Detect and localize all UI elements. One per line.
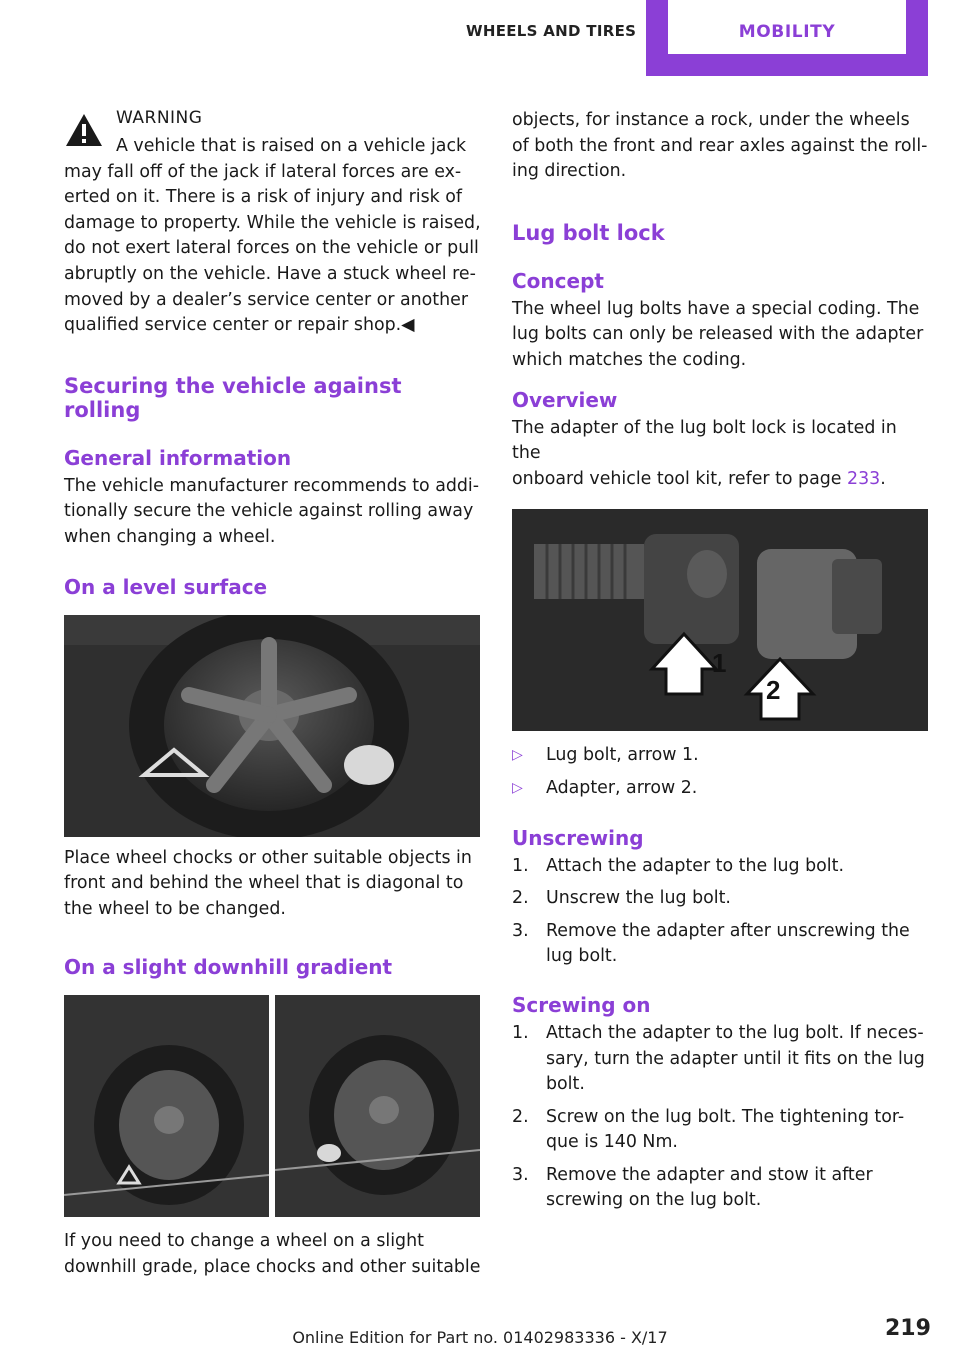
heading-overview: Overview (512, 387, 618, 412)
heading-general: General information (64, 445, 292, 470)
step-item (512, 1163, 930, 1214)
downhill-text: If you need to change a wheel on a slight downhill grade, place chocks and other suitable (64, 1231, 481, 1277)
step-number: 3. (512, 920, 529, 941)
concept-text: The wheel lug bolts have a special coding. The lug bolts can only be released with the adapter which matches the coding. (512, 298, 924, 370)
step-item (512, 886, 930, 912)
lug-bolt-adapter-photo (512, 509, 928, 731)
section-title: WHEELS AND TIRES (466, 22, 637, 40)
triangle-bullet-icon: ▷ (512, 779, 523, 796)
heading-lug-bolt-lock: Lug bolt lock (512, 220, 665, 245)
warning-text-first: A vehicle that is raised on a vehicle jack (116, 136, 467, 156)
overview-text-end: . (880, 468, 886, 489)
step-text: Attach the adapter to the lug bolt. If neces- sary, turn the adapter until it fits on the lug bolt. (546, 1022, 925, 1095)
list-item-text: Lug bolt, arrow 1. (546, 745, 699, 766)
wheel-chocks-level-photo (64, 615, 480, 837)
continued-text: objects, for instance a rock, under the wheels of both the front and rear axles against the roll- ing direction. (512, 110, 928, 182)
general-text: The vehicle manufacturer recommends to addi- tionally secure the vehicle against rolling away when changing a wheel. (64, 475, 480, 547)
unscrewing-steps (512, 854, 930, 970)
left-column (64, 108, 482, 1281)
wheel-chocks-downhill-photo (64, 995, 480, 1217)
step-item (512, 1021, 930, 1098)
warning-text: may fall off of the jack if lateral forces are ex- erted on it. There is a risk of injury and risk of damage to property. While the vehicle is raised, do not exert lateral forces on the vehicle or pull abruptly on the vehicle. Have a stuck wheel re- moved by a dealer’s service center or another qualified service center or repair shop.◀ (64, 161, 481, 336)
overview-text (512, 416, 930, 493)
heading-securing: Securing the vehicle against rolling (64, 373, 402, 422)
step-text: Remove the adapter and stow it after screwing on the lug bolt. (546, 1164, 873, 1211)
warning-icon (64, 112, 104, 148)
step-number: 3. (512, 1164, 529, 1185)
right-column (512, 108, 930, 1214)
list-item (512, 743, 930, 769)
arrow-label-2: 2 (766, 675, 781, 706)
step-number: 2. (512, 888, 529, 909)
heading-concept: Concept (512, 268, 604, 293)
chapter-tab[interactable] (646, 0, 928, 76)
level-text: Place wheel chocks or other suitable objects in front and behind the wheel that is diagonal to the wheel to be changed. (64, 847, 472, 919)
triangle-bullet-icon: ▷ (512, 747, 523, 764)
heading-level-surface: On a level surface (64, 574, 268, 599)
step-item (512, 1105, 930, 1156)
arrow-label-1: 1 (712, 648, 727, 679)
heading-screwing-on: Screwing on (512, 992, 651, 1017)
warning-title: WARNING (116, 108, 203, 128)
step-number: 1. (512, 1022, 529, 1043)
list-item-text: Adapter, arrow 2. (546, 777, 698, 798)
chapter-tab-label: MOBILITY (668, 0, 906, 54)
page-link[interactable]: 233 (847, 468, 881, 489)
step-text: Remove the adapter after unscrewing the lug bolt. (546, 920, 910, 967)
step-text: Attach the adapter to the lug bolt. (546, 855, 844, 876)
parts-list (512, 743, 930, 801)
step-item (512, 854, 930, 880)
step-number: 2. (512, 1106, 529, 1127)
page-number: 219 (885, 1316, 931, 1341)
warning-block (64, 108, 482, 339)
heading-downhill: On a slight downhill gradient (64, 955, 393, 980)
screwing-steps (512, 1021, 930, 1214)
edition-footer: Online Edition for Part no. 01402983336 - X/17 (292, 1328, 668, 1347)
step-number: 1. (512, 855, 529, 876)
step-text: Unscrew the lug bolt. (546, 888, 731, 909)
step-text: Screw on the lug bolt. The tightening tor- que is 140 Nm. (546, 1106, 905, 1153)
list-item (512, 776, 930, 802)
heading-unscrewing: Unscrewing (512, 825, 644, 850)
step-item (512, 919, 930, 970)
overview-text-main: The adapter of the lug bolt lock is located in the onboard vehicle tool kit, refer to page (512, 417, 897, 489)
